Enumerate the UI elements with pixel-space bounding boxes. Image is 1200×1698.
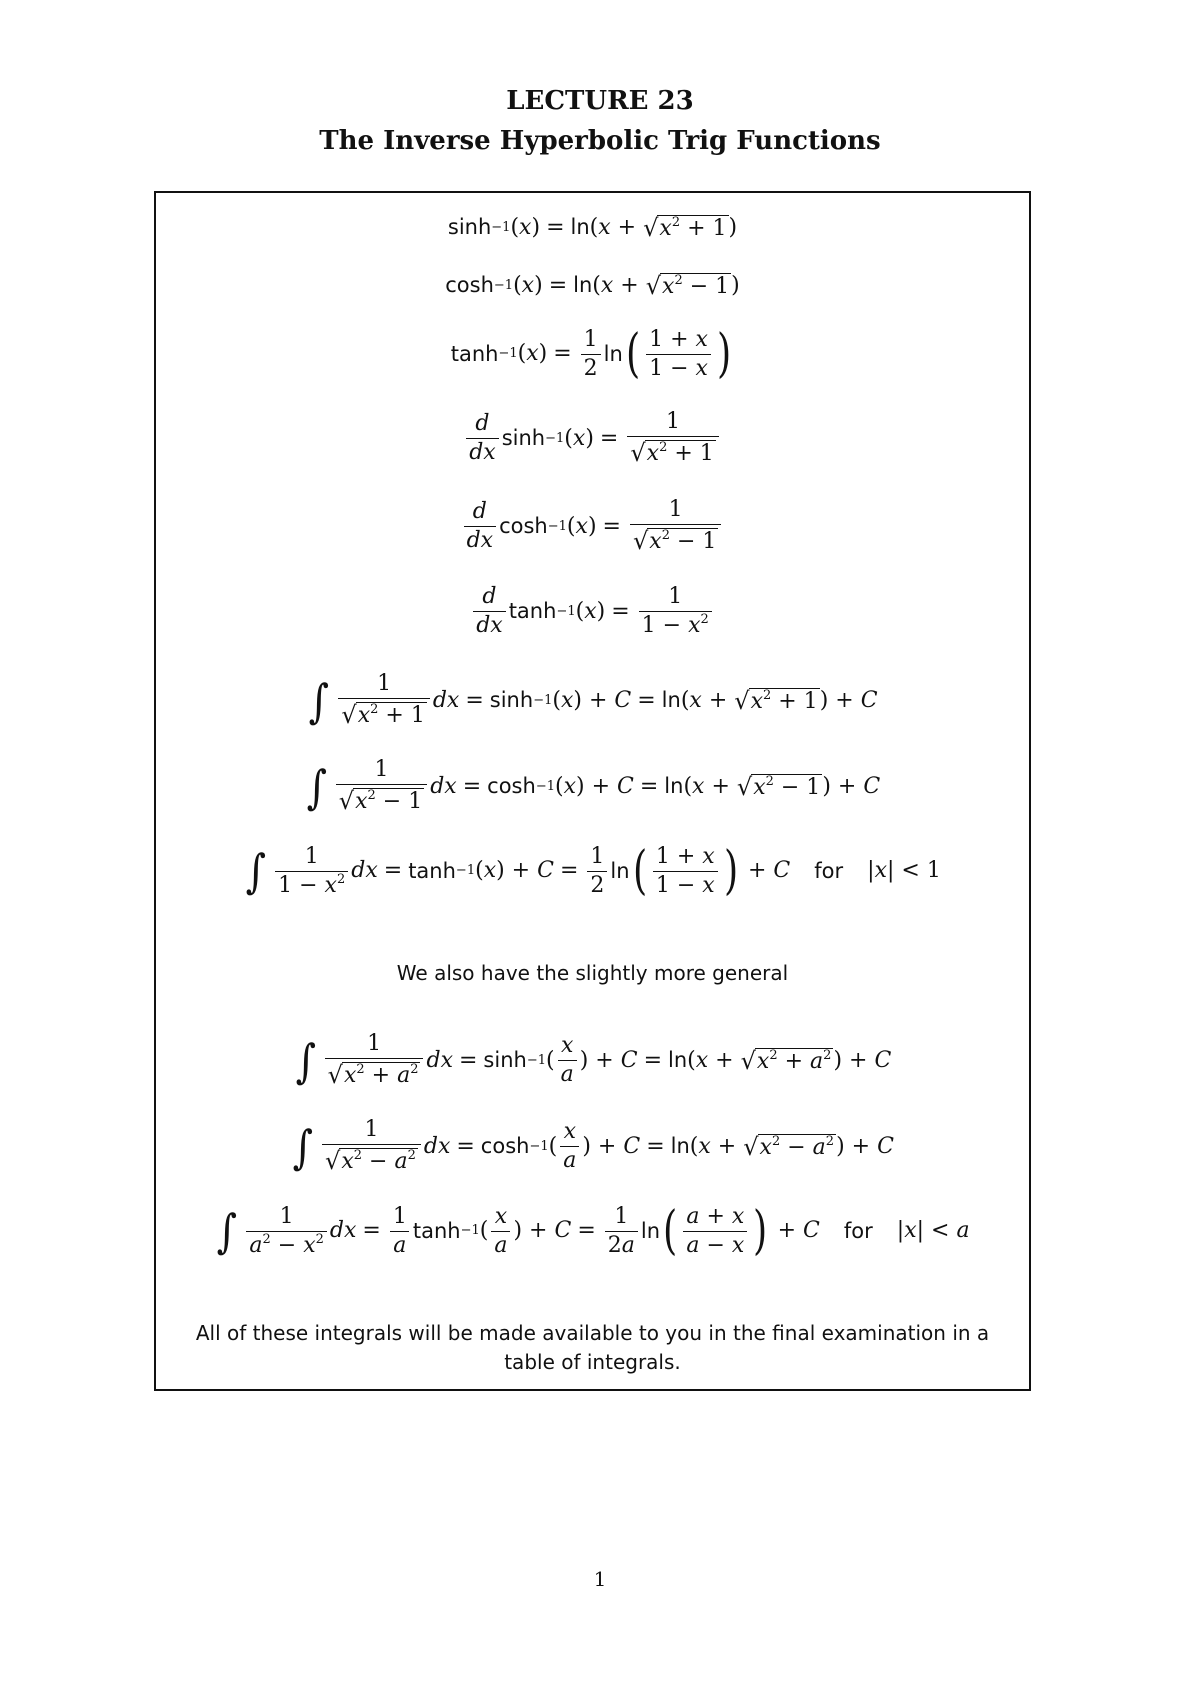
integral-tanh: ∫ $\frac{1}{1 - x^2}$ dx = tanh −1 ( x ) + C = $\frac{1}{2}$ ln ( $\frac{1 + x}{1 - x}$ ) + C for | x | < 1 [245, 841, 941, 901]
tanh-inverse-definition: tanh −1 ( x ) = $\frac{1}{2}$ ln ( $\frac{1 + x}{1 - x}$ ) [450, 324, 732, 384]
sinh-inverse-definition: sinh −1 ( x ) = ln ( x + √ $x^2 + 1$ ) [447, 214, 738, 243]
lecture-title: The Inverse Hyperbolic Trig Functions [319, 126, 881, 156]
cosh-inverse-definition: cosh −1 ( x ) = ln ( x + √ $x^2 - 1$ ) [445, 272, 740, 301]
cosh-inverse-derivative: $\frac{d}{dx}$ cosh −1 ( x ) = 1 √ $x^2 - 1$ [156, 499, 1029, 554]
formula-box [154, 191, 1031, 1391]
integral-sign: ∫ [295, 1033, 316, 1088]
integral-sign: ∫ [306, 759, 327, 814]
general-integral-cosh: ∫ 1 √ $x^2 - a^2$ dx = cosh −1 ( $\frac{x}{a}$ ) + C = ln ( x + √ $x^2 - a^2$ ) + C [292, 1117, 894, 1176]
general-integral-sinh: ∫ 1 √ $x^2 + a^2$ dx = sinh −1 ( $\frac{x}{a}$ ) + C = ln ( x + √ $x^2 + a^2$ ) + C [295, 1031, 892, 1090]
integral-sign: ∫ [217, 1204, 238, 1258]
integral-sinh: ∫ 1 √ $x^2 + 1$ dx = sinh −1 ( x ) + C = ln ( x + √ $x^2 + 1$ ) + C [309, 671, 878, 730]
general-integral-tanh: ∫ $\frac{1}{a^2 - x^2}$ dx = $\frac{1}{a}$ tanh −1 ( $\frac{x}{a}$ ) + C = $\frac{1}{2a}$ ln ( $\frac{a + x}{a - x}$ ) + C for | x | < a [217, 1201, 970, 1261]
integral-cosh: ∫ 1 √ $x^2 - 1$ dx = cosh −1 ( x ) + C = ln ( x + √ $x^2 - 1$ ) + C [306, 757, 881, 816]
tanh-inverse-derivative: $\frac{d}{dx}$ tanh −1 ( x ) = $\frac{1}{1 - x^2}$ [156, 586, 1029, 637]
integral-sign: ∫ [245, 844, 267, 898]
integral-sign: ∫ [292, 1119, 314, 1174]
lecture-number: LECTURE 23 [506, 86, 694, 116]
page-number: 1 [593, 1567, 607, 1591]
integral-sign: ∫ [309, 673, 330, 728]
intro-text: We also have the slightly more general [396, 961, 789, 985]
footnote-text: All of these integrals will be made available to you in the final examination in a table of integrals. [195, 1321, 990, 1374]
sinh-inverse-derivative: $\frac{d}{dx}$ sinh −1 ( x ) = 1 √ $x^2 + 1$ [156, 411, 1029, 466]
